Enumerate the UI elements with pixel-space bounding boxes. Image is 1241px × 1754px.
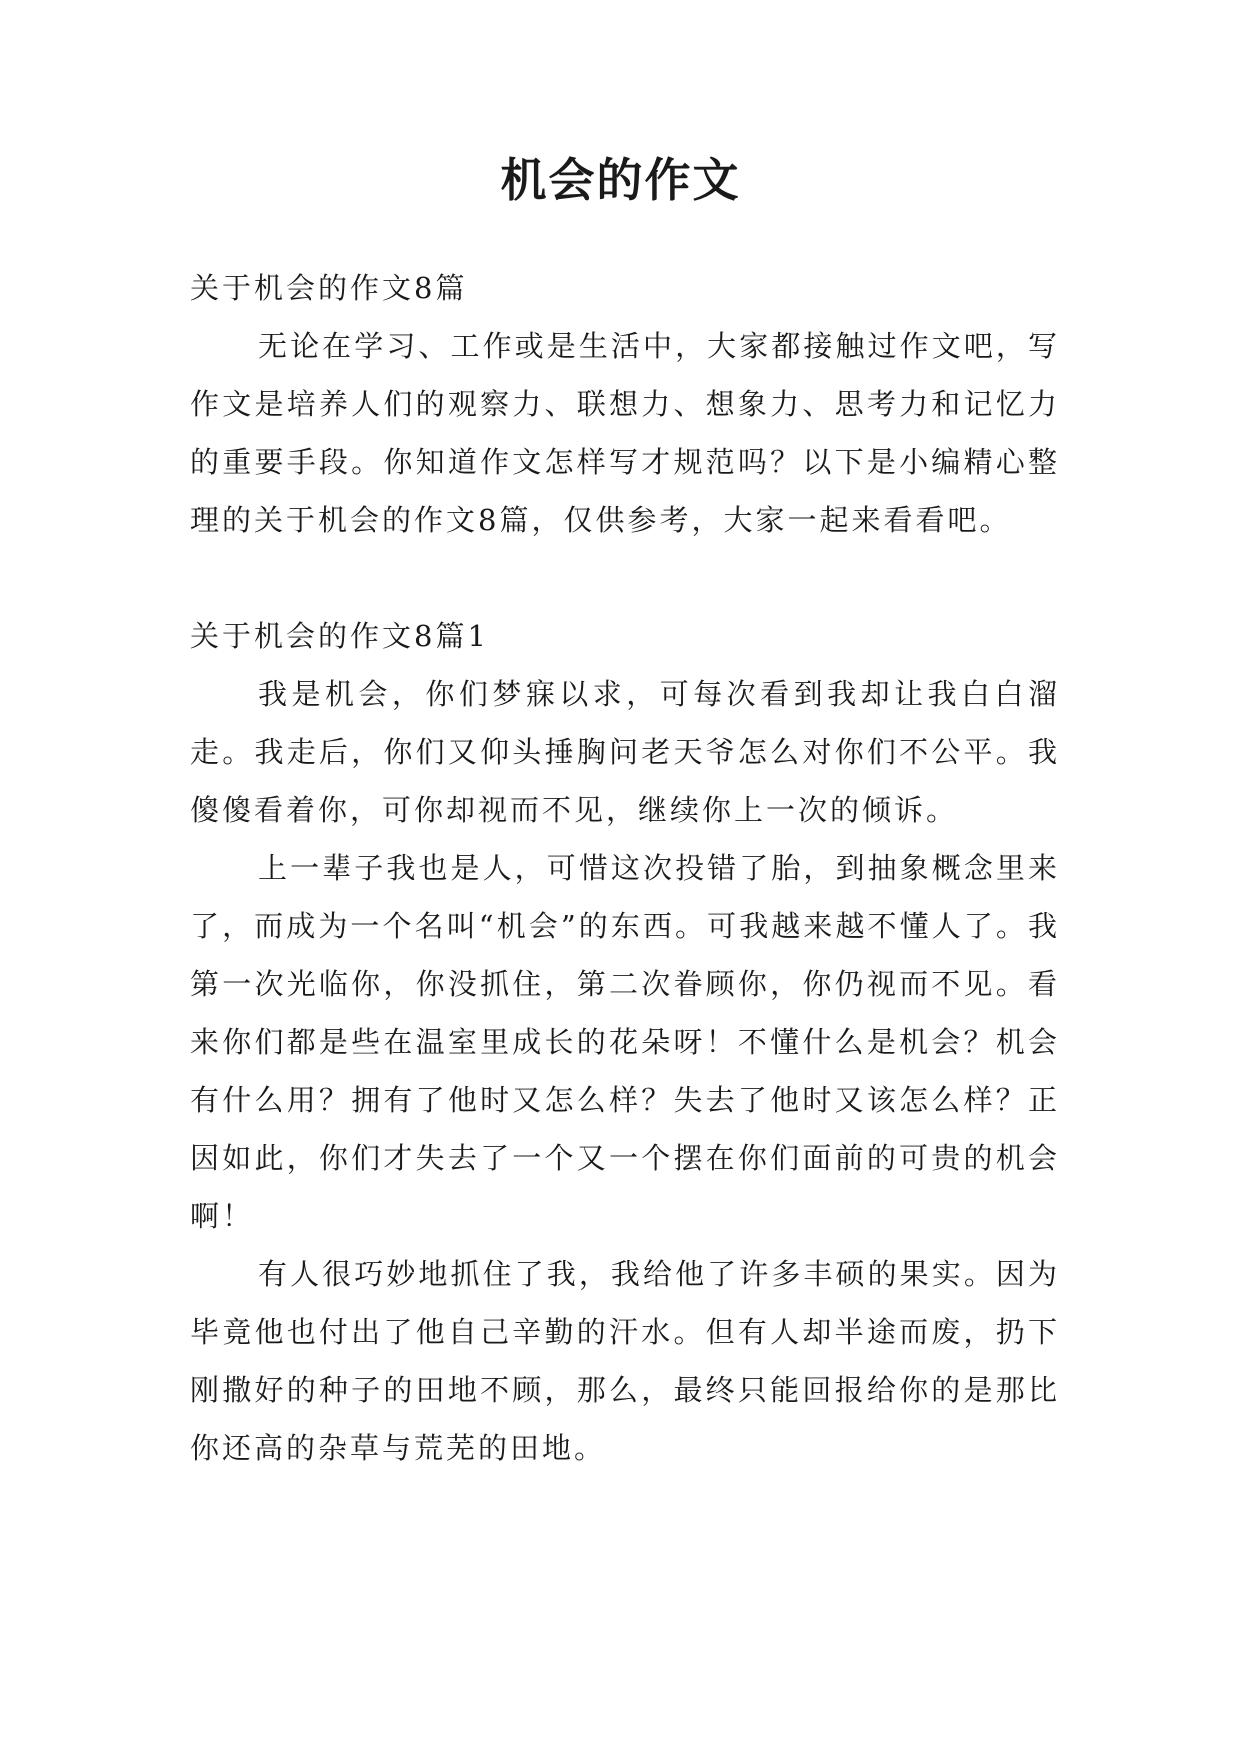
section-gap bbox=[190, 549, 1060, 607]
intro-paragraph: 无论在学习、工作或是生活中，大家都接触过作文吧，写作文是培养人们的观察力、联想力、想象力、思考力和记忆力的重要手段。你知道作文怎样写才规范吗？以下是小编精心整理的关于机会的作文8篇，仅供参考，大家一起来看看吧。 bbox=[190, 329, 1060, 537]
section1-paragraph-3: 有人很巧妙地抓住了我，我给他了许多丰硕的果实。因为毕竟他也付出了他自己辛勤的汗水。但有人却半途而废，扔下刚撒好的种子的田地不顾，那么，最终只能回报给你的是那比你还高的杂草与荒芜的田地。 bbox=[190, 1257, 1060, 1465]
section1-paragraph-1: 我是机会，你们梦寐以求，可每次看到我却让我白白溜走。我走后，你们又仰头捶胸问老天爷怎么对你们不公平。我傻傻看着你，可你却视而不见，继续你上一次的倾诉。 bbox=[190, 677, 1060, 827]
intro-heading: 关于机会的作文8篇 bbox=[190, 271, 468, 305]
document-body bbox=[190, 259, 1060, 1477]
section1-paragraph-2: 上一辈子我也是人，可惜这次投错了胎，到抽象概念里来了，而成为一个名叫“机会”的东西。可我越来越不懂人了。我第一次光临你，你没抓住，第二次眷顾你，你仍视而不见。看来你们都是些在温室里成长的花朵呀！不懂什么是机会？机会有什么用？拥有了他时又怎么样？失去了他时又该怎么样？正因如此，你们才失去了一个又一个摆在你们面前的可贵的机会啊！ bbox=[190, 851, 1060, 1233]
document-title: 机会的作文 bbox=[500, 153, 741, 207]
section1-heading: 关于机会的作文8篇1 bbox=[190, 619, 489, 653]
